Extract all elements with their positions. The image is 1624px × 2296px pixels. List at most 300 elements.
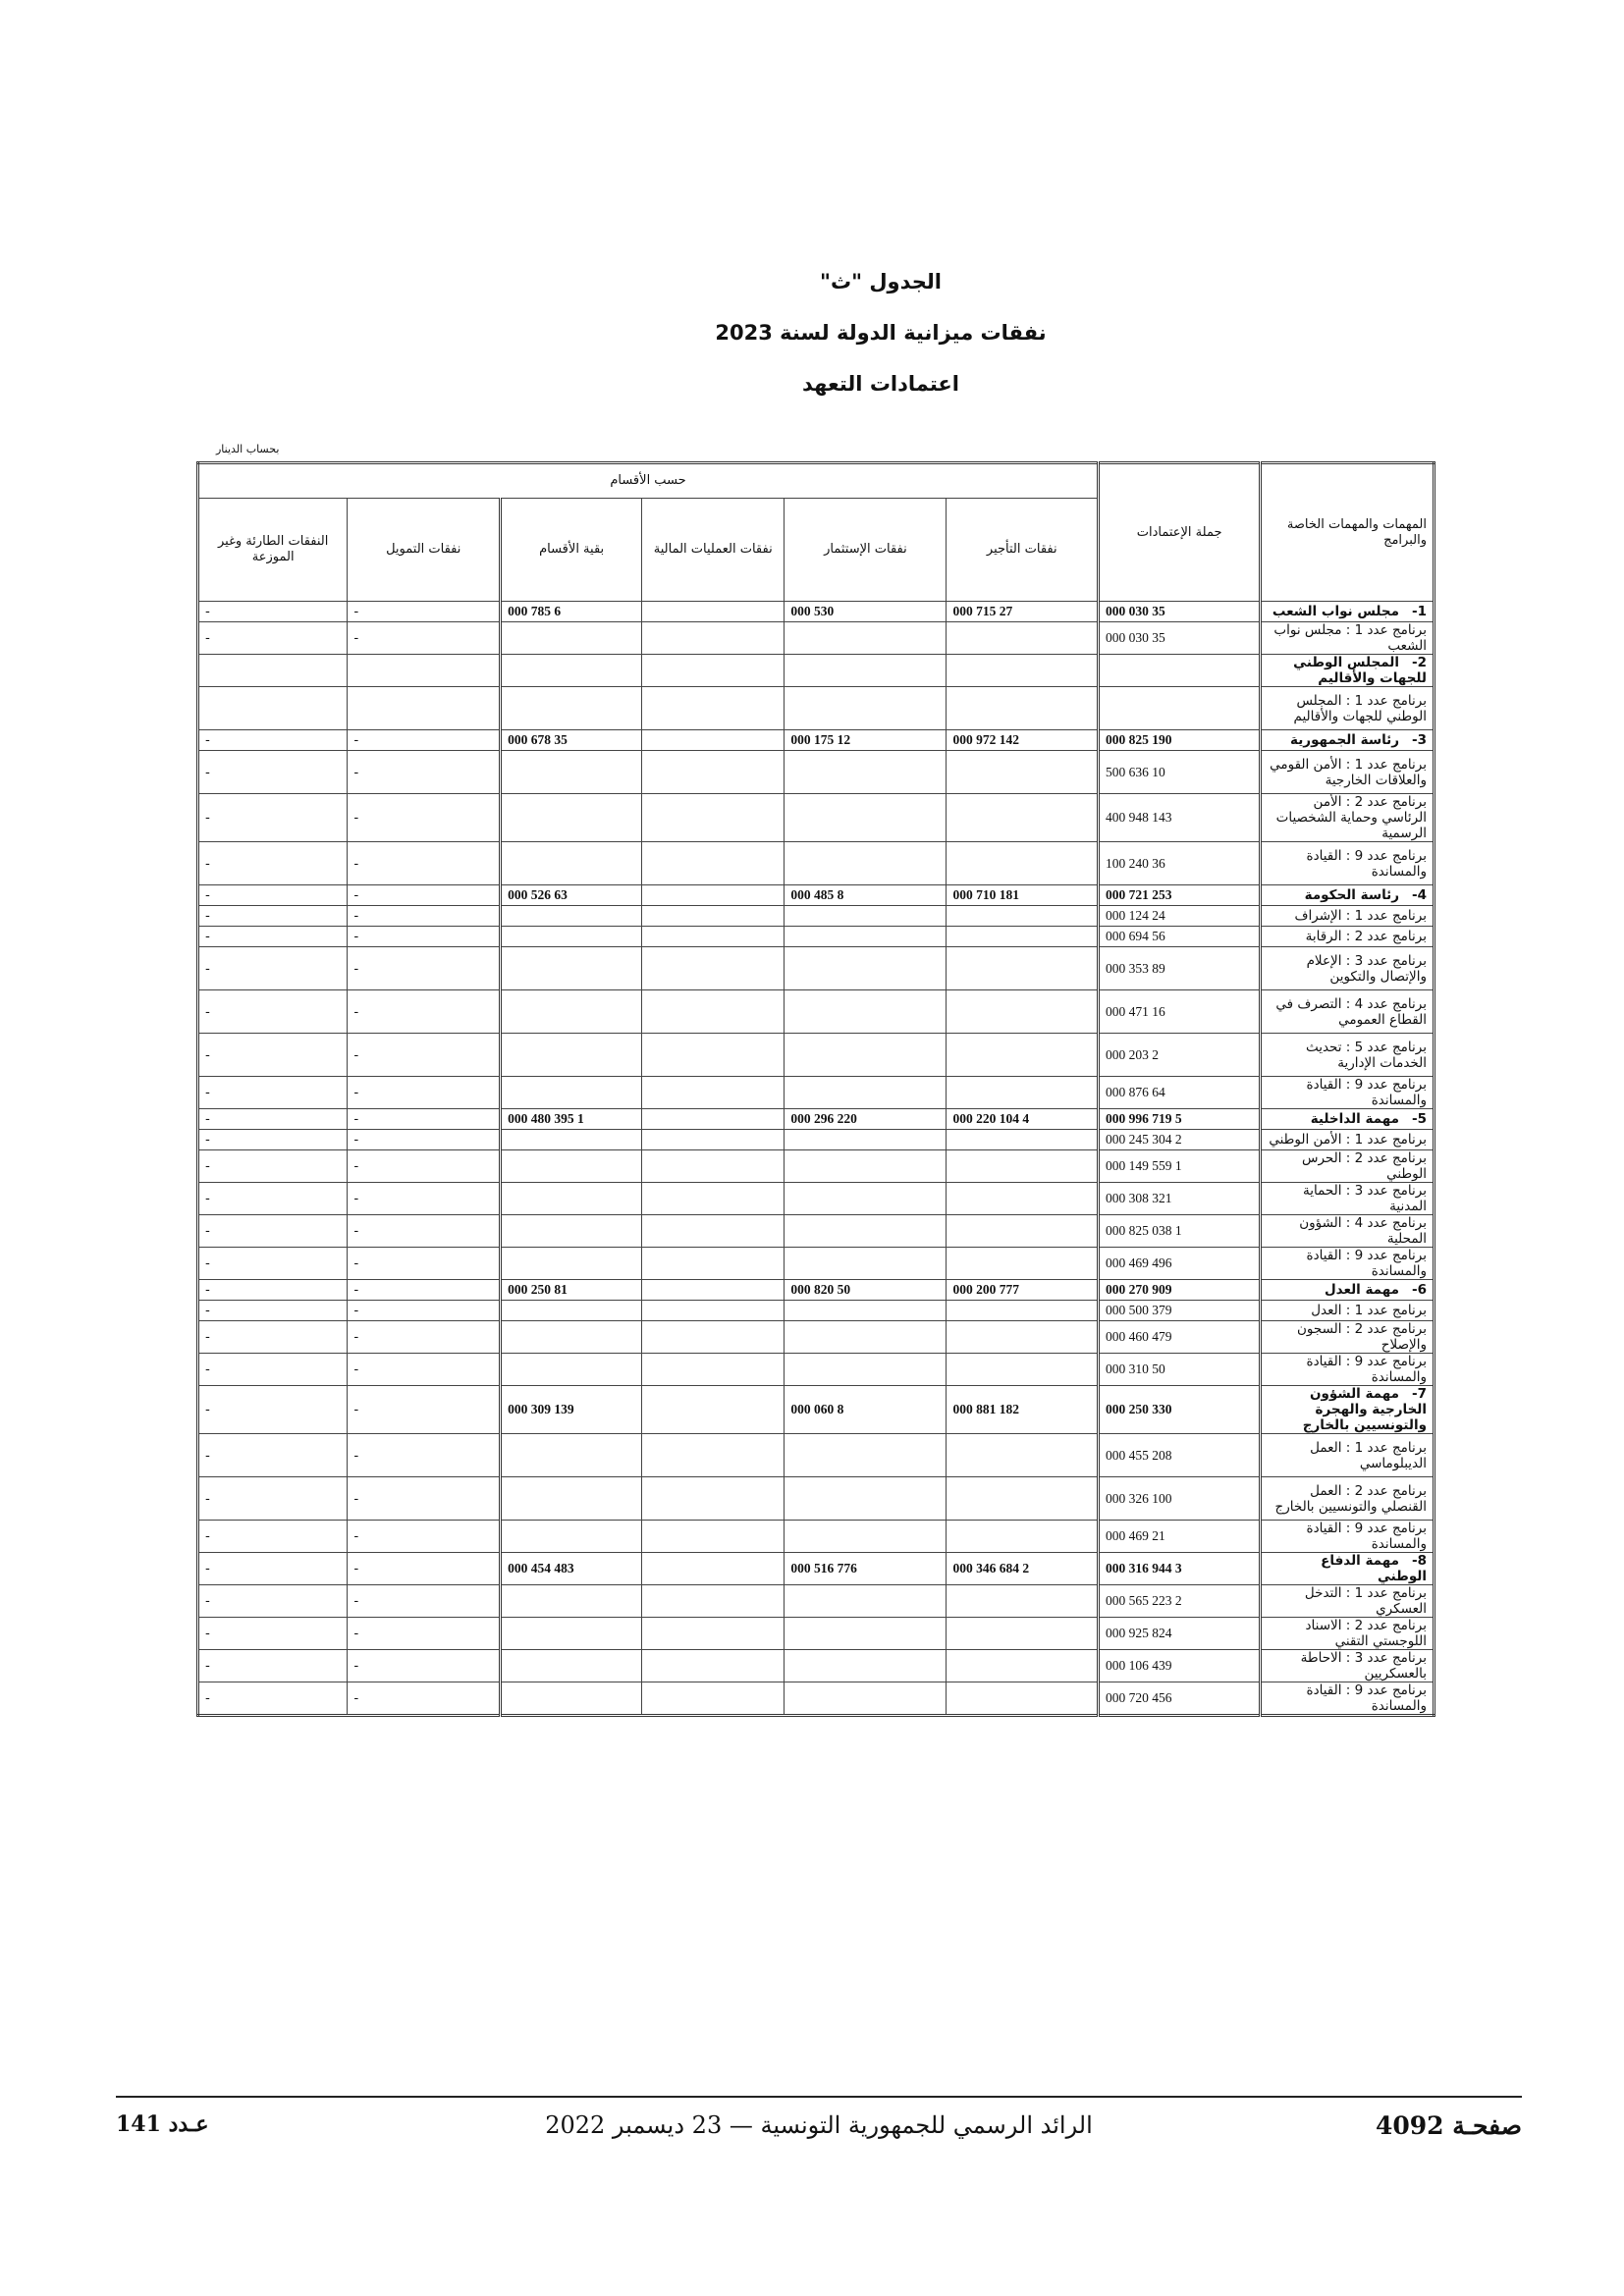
wages-cell — [947, 1477, 1099, 1521]
total-cell: 35 030 000 — [1099, 602, 1261, 622]
other-sections-cell: 63 526 000 — [501, 885, 642, 906]
financial-operations-cell — [642, 730, 785, 751]
wages-cell: 777 200 000 — [947, 1280, 1099, 1301]
other-sections-cell — [501, 927, 642, 947]
investment-cell — [785, 794, 947, 842]
other-sections-cell: 35 678 000 — [501, 730, 642, 751]
financing-cell: - — [348, 1585, 501, 1618]
investment-cell — [785, 622, 947, 655]
financing-cell: - — [348, 927, 501, 947]
program-label-cell — [1261, 1477, 1435, 1521]
program-label-cell — [1261, 751, 1435, 794]
total-cell: 456 720 000 — [1099, 1682, 1261, 1716]
program-row — [198, 622, 1435, 655]
financing-cell: - — [348, 1034, 501, 1077]
investment-cell — [785, 1434, 947, 1477]
program-row — [198, 906, 1435, 927]
financing-cell: - — [348, 1553, 501, 1585]
other-sections-cell: 1 395 480 000 — [501, 1109, 642, 1130]
investment-cell — [785, 1650, 947, 1682]
mission-label-cell — [1261, 885, 1435, 906]
wages-cell — [947, 1618, 1099, 1650]
program-name: برنامج عدد 9 : القيادة والمساندة — [1306, 1077, 1427, 1108]
wages-cell — [947, 906, 1099, 927]
financing-cell — [348, 687, 501, 730]
program-row — [198, 1682, 1435, 1716]
header-total: جملة الإعتمادات — [1099, 463, 1261, 602]
program-row — [198, 842, 1435, 885]
financing-cell: - — [348, 751, 501, 794]
other-sections-cell — [501, 947, 642, 990]
program-name: برنامج عدد 3 : الإعلام والإتصال والتكوين — [1306, 952, 1427, 985]
unforeseen-cell: - — [198, 1618, 348, 1650]
financing-cell: - — [348, 1077, 501, 1109]
program-label-cell — [1261, 1321, 1435, 1354]
total-cell: 2 203 000 — [1099, 1034, 1261, 1077]
unforeseen-cell: - — [198, 794, 348, 842]
program-label-cell — [1261, 1215, 1435, 1248]
total-cell: 2 223 565 000 — [1099, 1585, 1261, 1618]
total-cell: 3 944 316 000 — [1099, 1553, 1261, 1585]
total-cell: 190 825 000 — [1099, 730, 1261, 751]
unforeseen-cell: - — [198, 622, 348, 655]
wages-cell — [947, 794, 1099, 842]
program-name: برنامج عدد 1 : مجلس نواب الشعب — [1273, 622, 1427, 654]
mission-row — [198, 1109, 1435, 1130]
unforeseen-cell: - — [198, 1034, 348, 1077]
other-sections-cell — [501, 1434, 642, 1477]
program-name: برنامج عدد 9 : القيادة والمساندة — [1306, 1248, 1427, 1279]
program-name: برنامج عدد 3 : الحماية المدنية — [1303, 1183, 1427, 1214]
program-name: برنامج عدد 1 : العدل — [1311, 1303, 1427, 1318]
wages-cell — [947, 1150, 1099, 1183]
investment-cell — [785, 842, 947, 885]
wages-cell: 181 710 000 — [947, 885, 1099, 906]
program-row — [198, 1248, 1435, 1280]
financing-cell: - — [348, 842, 501, 885]
other-sections-cell: 81 250 000 — [501, 1280, 642, 1301]
program-label-cell — [1261, 1682, 1435, 1716]
program-row — [198, 794, 1435, 842]
issue-number: عـدد 141 — [116, 2111, 209, 2137]
program-label-cell — [1261, 1521, 1435, 1553]
total-cell: 479 460 000 — [1099, 1321, 1261, 1354]
program-label-cell — [1261, 1150, 1435, 1183]
total-cell: 21 469 000 — [1099, 1521, 1261, 1553]
financial-operations-cell — [642, 842, 785, 885]
investment-cell: 530 000 — [785, 602, 947, 622]
program-name: برنامج عدد 2 : السجون والإصلاح — [1297, 1321, 1427, 1353]
financial-operations-cell — [642, 1077, 785, 1109]
program-name: برنامج عدد 4 : التصرف في القطاع العمومي — [1275, 995, 1427, 1028]
mission-label-cell — [1261, 602, 1435, 622]
program-row — [198, 1585, 1435, 1618]
unforeseen-cell: - — [198, 1354, 348, 1386]
total-cell: 143 948 400 — [1099, 794, 1261, 842]
wages-cell — [947, 947, 1099, 990]
other-sections-cell — [501, 1130, 642, 1150]
investment-cell — [785, 1183, 947, 1215]
financing-cell: - — [348, 1682, 501, 1716]
financing-cell: - — [348, 1650, 501, 1682]
financial-operations-cell — [642, 1650, 785, 1682]
financial-operations-cell — [642, 1386, 785, 1434]
investment-cell — [785, 655, 947, 687]
program-label-cell — [1261, 1183, 1435, 1215]
unforeseen-cell: - — [198, 1183, 348, 1215]
budget-table-body — [198, 602, 1435, 1716]
program-row — [198, 1150, 1435, 1183]
budget-table — [196, 461, 1435, 1717]
total-cell: 824 925 000 — [1099, 1618, 1261, 1650]
unforeseen-cell: - — [198, 1434, 348, 1477]
document-section: اعتمادات التعهد — [802, 372, 959, 396]
financial-operations-cell — [642, 1585, 785, 1618]
program-row — [198, 751, 1435, 794]
program-label-cell — [1261, 1618, 1435, 1650]
financing-cell: - — [348, 1301, 501, 1321]
financial-operations-cell — [642, 1183, 785, 1215]
program-name: برنامج عدد 2 : الأمن الرئاسي وحماية الشخصيات الرسمية — [1275, 794, 1427, 841]
financing-cell: - — [348, 1354, 501, 1386]
mission-name: مهمة الداخلية — [1310, 1111, 1399, 1127]
financing-cell: - — [348, 1434, 501, 1477]
wages-cell — [947, 1215, 1099, 1248]
unforeseen-cell: - — [198, 1130, 348, 1150]
investment-cell: 8 060 000 — [785, 1386, 947, 1434]
investment-cell — [785, 1215, 947, 1248]
program-label-cell — [1261, 1301, 1435, 1321]
other-sections-cell — [501, 906, 642, 927]
financing-cell — [348, 655, 501, 687]
footer-rule — [116, 2096, 1522, 2098]
program-row — [198, 1354, 1435, 1386]
financing-cell: - — [348, 1618, 501, 1650]
wages-cell — [947, 1434, 1099, 1477]
program-name: برنامج عدد 1 : الأمن الوطني — [1269, 1132, 1427, 1148]
program-label-cell — [1261, 1077, 1435, 1109]
financing-cell: - — [348, 1248, 501, 1280]
wages-cell: 142 972 000 — [947, 730, 1099, 751]
wages-cell — [947, 1130, 1099, 1150]
program-label-cell — [1261, 1034, 1435, 1077]
wages-cell — [947, 1034, 1099, 1077]
mission-name: مجلس نواب الشعب — [1272, 604, 1399, 619]
financial-operations-cell — [642, 1521, 785, 1553]
investment-cell — [785, 1248, 947, 1280]
program-row — [198, 1215, 1435, 1248]
wages-cell — [947, 1585, 1099, 1618]
program-row — [198, 947, 1435, 990]
mission-row — [198, 602, 1435, 622]
program-row — [198, 1521, 1435, 1553]
financing-cell: - — [348, 1130, 501, 1150]
total-cell: 1 038 825 000 — [1099, 1215, 1261, 1248]
unforeseen-cell: - — [198, 1215, 348, 1248]
mission-name: مهمة الشؤون الخارجية والهجرة والتونسيين بالخارج — [1302, 1386, 1427, 1433]
financial-operations-cell — [642, 1682, 785, 1716]
unforeseen-cell: - — [198, 1585, 348, 1618]
program-name: برنامج عدد 1 : التدخل العسكري — [1304, 1585, 1427, 1617]
program-label-cell — [1261, 687, 1435, 730]
investment-cell — [785, 1130, 947, 1150]
program-name: برنامج عدد 1 : العمل الديبلوماسي — [1310, 1439, 1427, 1471]
unforeseen-cell: - — [198, 906, 348, 927]
total-cell: 2 304 245 000 — [1099, 1130, 1261, 1150]
other-sections-cell — [501, 655, 642, 687]
financing-cell: - — [348, 906, 501, 927]
investment-cell — [785, 1150, 947, 1183]
unforeseen-cell — [198, 687, 348, 730]
investment-cell — [785, 947, 947, 990]
financial-operations-cell — [642, 885, 785, 906]
program-name: برنامج عدد 9 : القيادة والمساندة — [1306, 847, 1427, 880]
mission-number: 1- — [1411, 604, 1427, 619]
total-cell: 5 719 996 000 — [1099, 1109, 1261, 1130]
financial-operations-cell — [642, 990, 785, 1034]
mission-row — [198, 1553, 1435, 1585]
mission-number: 7- — [1411, 1386, 1427, 1402]
financial-operations-cell — [642, 751, 785, 794]
program-name: برنامج عدد 9 : القيادة والمساندة — [1306, 1354, 1427, 1385]
program-name: برنامج عدد 2 : الرقابة — [1305, 929, 1427, 944]
mission-label-cell — [1261, 1553, 1435, 1585]
investment-cell — [785, 1521, 947, 1553]
program-row — [198, 1130, 1435, 1150]
header-financing: نفقات التمويل — [348, 499, 501, 602]
wages-cell — [947, 1650, 1099, 1682]
mission-row — [198, 655, 1435, 687]
other-sections-cell — [501, 1521, 642, 1553]
mission-number: 8- — [1411, 1553, 1427, 1569]
investment-cell — [785, 1585, 947, 1618]
program-row — [198, 1618, 1435, 1650]
wages-cell — [947, 655, 1099, 687]
unforeseen-cell: - — [198, 947, 348, 990]
program-row — [198, 687, 1435, 730]
other-sections-cell — [501, 1321, 642, 1354]
mission-number: 4- — [1411, 887, 1427, 903]
total-cell: 35 030 000 — [1099, 622, 1261, 655]
other-sections-cell — [501, 687, 642, 730]
financial-operations-cell — [642, 1248, 785, 1280]
other-sections-cell — [501, 1077, 642, 1109]
program-name: برنامج عدد 3 : الاحاطة بالعسكريين — [1300, 1650, 1427, 1682]
unforeseen-cell: - — [198, 1280, 348, 1301]
mission-name: رئاسة الجمهورية — [1290, 732, 1399, 748]
investment-cell — [785, 906, 947, 927]
investment-cell: 220 296 000 — [785, 1109, 947, 1130]
document-title: الجدول "ث" — [820, 270, 942, 294]
financing-cell: - — [348, 1109, 501, 1130]
financing-cell: - — [348, 990, 501, 1034]
mission-number: 2- — [1411, 655, 1427, 670]
financial-operations-cell — [642, 655, 785, 687]
program-name: برنامج عدد 9 : القيادة والمساندة — [1306, 1682, 1427, 1714]
unforeseen-cell: - — [198, 730, 348, 751]
unforeseen-cell: - — [198, 842, 348, 885]
unforeseen-cell: - — [198, 1321, 348, 1354]
financing-cell: - — [348, 1386, 501, 1434]
wages-cell — [947, 1248, 1099, 1280]
header-missions: المهمات والمهمات الخاصة والبرامج — [1261, 463, 1435, 602]
mission-name: مهمة العدل — [1324, 1282, 1399, 1298]
journal-name-date: الرائد الرسمي للجمهورية التونسية — 23 ديسمبر 2022 — [545, 2111, 1093, 2139]
header-investment: نفقات الإستثمار — [785, 499, 947, 602]
other-sections-cell — [501, 1034, 642, 1077]
other-sections-cell — [501, 1354, 642, 1386]
program-label-cell — [1261, 1354, 1435, 1386]
mission-number: 3- — [1411, 732, 1427, 748]
program-label-cell — [1261, 794, 1435, 842]
program-row — [198, 927, 1435, 947]
unforeseen-cell: - — [198, 1077, 348, 1109]
program-row — [198, 1477, 1435, 1521]
financial-operations-cell — [642, 1354, 785, 1386]
unforeseen-cell: - — [198, 751, 348, 794]
wages-cell — [947, 842, 1099, 885]
other-sections-cell — [501, 1183, 642, 1215]
financial-operations-cell — [642, 622, 785, 655]
program-label-cell — [1261, 906, 1435, 927]
total-cell: 16 471 000 — [1099, 990, 1261, 1034]
total-cell: 321 308 000 — [1099, 1183, 1261, 1215]
financing-cell: - — [348, 1521, 501, 1553]
other-sections-cell — [501, 1682, 642, 1716]
total-cell: 253 721 000 — [1099, 885, 1261, 906]
other-sections-cell — [501, 1618, 642, 1650]
wages-cell — [947, 622, 1099, 655]
unforeseen-cell: - — [198, 1150, 348, 1183]
financial-operations-cell — [642, 1301, 785, 1321]
program-row — [198, 1034, 1435, 1077]
program-label-cell — [1261, 842, 1435, 885]
other-sections-cell: 139 309 000 — [501, 1386, 642, 1434]
mission-row — [198, 1280, 1435, 1301]
financial-operations-cell — [642, 1280, 785, 1301]
mission-name: رئاسة الحكومة — [1304, 887, 1399, 903]
total-cell: 379 500 000 — [1099, 1301, 1261, 1321]
total-cell: 36 240 100 — [1099, 842, 1261, 885]
mission-name: مهمة الدفاع الوطني — [1321, 1553, 1427, 1584]
financing-cell: - — [348, 622, 501, 655]
financing-cell: - — [348, 1280, 501, 1301]
investment-cell — [785, 1354, 947, 1386]
investment-cell — [785, 751, 947, 794]
total-cell: 1 559 149 000 — [1099, 1150, 1261, 1183]
total-cell: 50 310 000 — [1099, 1354, 1261, 1386]
mission-row — [198, 1386, 1435, 1434]
financial-operations-cell — [642, 1618, 785, 1650]
unforeseen-cell: - — [198, 1386, 348, 1434]
unforeseen-cell: - — [198, 1477, 348, 1521]
wages-cell: 182 881 000 — [947, 1386, 1099, 1434]
financial-operations-cell — [642, 687, 785, 730]
other-sections-cell — [501, 1301, 642, 1321]
program-label-cell — [1261, 947, 1435, 990]
program-label-cell — [1261, 622, 1435, 655]
program-label-cell — [1261, 1130, 1435, 1150]
financing-cell: - — [348, 602, 501, 622]
unforeseen-cell — [198, 655, 348, 687]
investment-cell: 8 485 000 — [785, 885, 947, 906]
financial-operations-cell — [642, 794, 785, 842]
wages-cell — [947, 1077, 1099, 1109]
wages-cell — [947, 687, 1099, 730]
investment-cell — [785, 1477, 947, 1521]
header-wages: نفقات التأجير — [947, 499, 1099, 602]
unforeseen-cell: - — [198, 1553, 348, 1585]
unforeseen-cell: - — [198, 1682, 348, 1716]
currency-unit: بحساب الدينار — [216, 443, 280, 455]
wages-cell — [947, 751, 1099, 794]
program-name: برنامج عدد 2 : الحرس الوطني — [1302, 1150, 1427, 1182]
total-cell — [1099, 655, 1261, 687]
program-row — [198, 990, 1435, 1034]
total-cell: 909 270 000 — [1099, 1280, 1261, 1301]
other-sections-cell — [501, 1150, 642, 1183]
wages-cell — [947, 1183, 1099, 1215]
header-financial-operations: نفقات العمليات المالية — [642, 499, 785, 602]
wages-cell — [947, 1354, 1099, 1386]
financing-cell: - — [348, 947, 501, 990]
program-label-cell — [1261, 1585, 1435, 1618]
financing-cell: - — [348, 1150, 501, 1183]
mission-label-cell — [1261, 1386, 1435, 1434]
financial-operations-cell — [642, 1434, 785, 1477]
unforeseen-cell: - — [198, 927, 348, 947]
financing-cell: - — [348, 885, 501, 906]
mission-number: 6- — [1411, 1282, 1427, 1298]
other-sections-cell — [501, 1650, 642, 1682]
investment-cell — [785, 1034, 947, 1077]
investment-cell: 12 175 000 — [785, 730, 947, 751]
wages-cell — [947, 1301, 1099, 1321]
program-name: برنامج عدد 1 : الأمن القومي والعلاقات الخارجية — [1270, 756, 1427, 788]
other-sections-cell — [501, 1477, 642, 1521]
financial-operations-cell — [642, 1477, 785, 1521]
program-name: برنامج عدد 2 : العمل القنصلي والتونسيين بالخارج — [1274, 1482, 1427, 1515]
unforeseen-cell: - — [198, 1248, 348, 1280]
total-cell: 496 469 000 — [1099, 1248, 1261, 1280]
wages-cell — [947, 1682, 1099, 1716]
header-unforeseen: النفقات الطارئة وغير الموزعة — [198, 499, 348, 602]
financing-cell: - — [348, 1321, 501, 1354]
mission-label-cell — [1261, 1280, 1435, 1301]
wages-cell: 2 684 346 000 — [947, 1553, 1099, 1585]
wages-cell: 4 104 220 000 — [947, 1109, 1099, 1130]
financial-operations-cell — [642, 906, 785, 927]
investment-cell — [785, 1321, 947, 1354]
program-row — [198, 1183, 1435, 1215]
other-sections-cell — [501, 990, 642, 1034]
document-titles — [0, 265, 1624, 400]
total-cell: 439 106 000 — [1099, 1650, 1261, 1682]
other-sections-cell — [501, 1585, 642, 1618]
total-cell: 24 124 000 — [1099, 906, 1261, 927]
total-cell — [1099, 687, 1261, 730]
document-subtitle: نفقات ميزانية الدولة لسنة 2023 — [715, 321, 1047, 345]
header-other-sections: بقية الأقسام — [501, 499, 642, 602]
program-row — [198, 1321, 1435, 1354]
other-sections-cell: 483 454 000 — [501, 1553, 642, 1585]
program-name: برنامج عدد 2 : الاسناد اللوجستي التقني — [1305, 1618, 1427, 1649]
financial-operations-cell — [642, 602, 785, 622]
program-label-cell — [1261, 1248, 1435, 1280]
other-sections-cell — [501, 794, 642, 842]
unforeseen-cell: - — [198, 1301, 348, 1321]
mission-row — [198, 730, 1435, 751]
